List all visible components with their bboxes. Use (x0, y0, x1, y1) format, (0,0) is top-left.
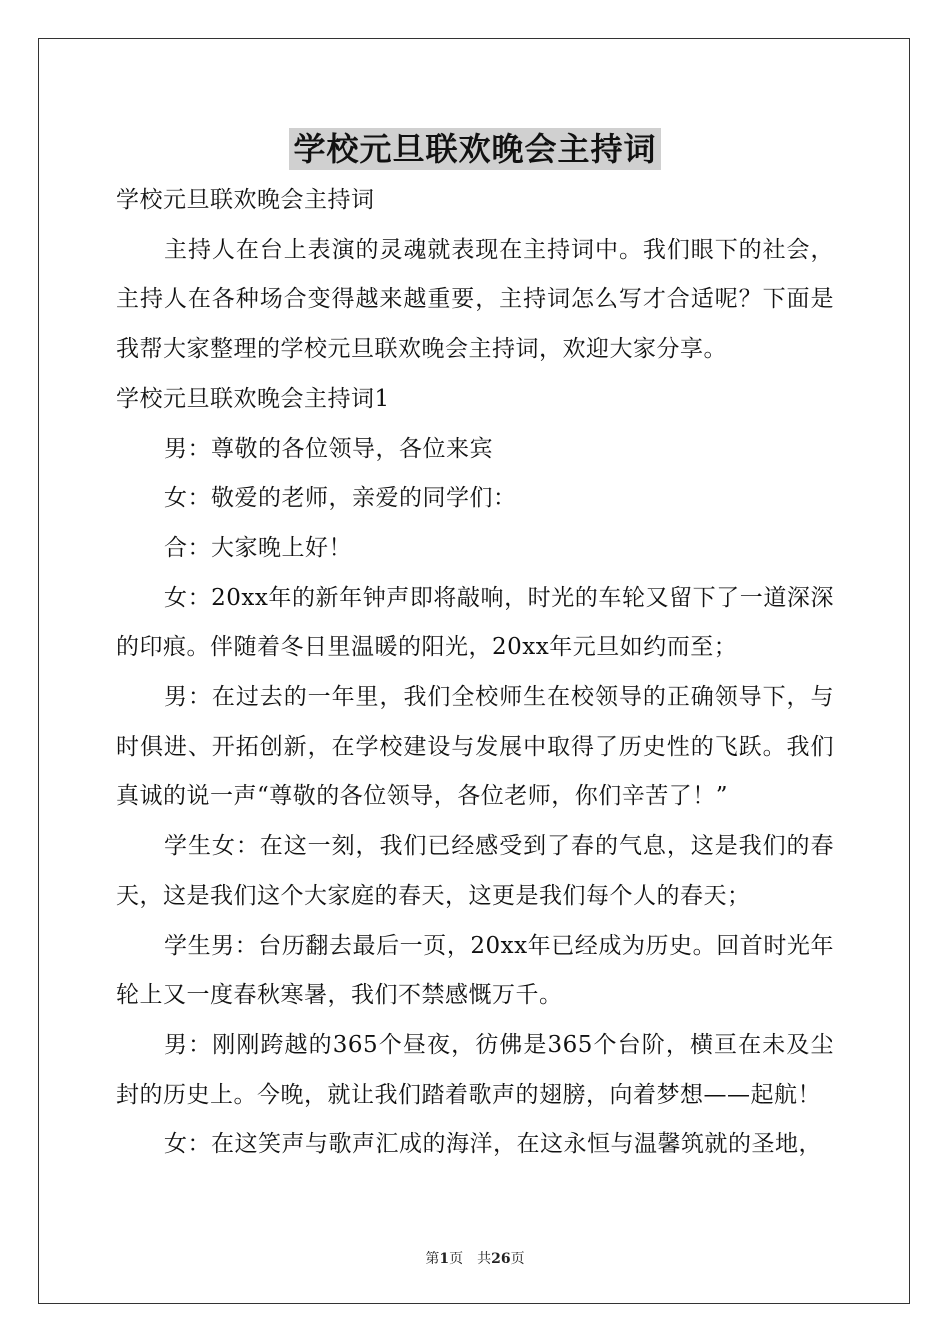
page-prefix: 第 (425, 1251, 440, 1267)
paragraph: 男：尊敬的各位领导，各位来宾 (164, 435, 493, 462)
paragraph: 男：刚刚跨越的365个昼夜，彷佛是365个台阶，横亘在未及尘封的历史上。今晚，就让我们踏着歌声的翅膀，向着梦想——起航！ (116, 1031, 834, 1108)
paragraph: 男：在过去的一年里，我们全校师生在校领导的正确领导下，与时俱进、开拓创新，在学校建设与发展中取得了历史性的飞跃。我们真诚的说一声“尊敬的各位领导，各位老师，你们辛苦了！” (116, 684, 834, 810)
document-title: 学校元旦联欢晚会主持词 (289, 128, 660, 170)
page-footer (0, 1248, 950, 1268)
page-suffix: 页 (449, 1251, 464, 1267)
paragraph: 学校元旦联欢晚会主持词 (116, 187, 375, 213)
paragraph: 女：在这笑声与歌声汇成的海洋，在这永恒与温馨筑就的圣地， (164, 1131, 822, 1158)
paragraph: 合：大家晚上好！ (164, 534, 352, 561)
page-number: 1 (439, 1251, 450, 1267)
total-pages: 26 (491, 1251, 511, 1267)
paragraph: 女：敬爱的老师，亲爱的同学们： (164, 485, 517, 512)
paragraph: 学生男：台历翻去最后一页，20xx年已经成为历史。回首时光年轮上又一度春秋寒暑，我们不禁感慨万千。 (116, 932, 834, 1009)
paragraph: 女：20xx年的新年钟声即将敲响，时光的车轮又留下了一道深深的印痕。伴随着冬日里温暖的阳光，20xx年元旦如约而至； (116, 584, 834, 661)
title-area (0, 128, 950, 170)
paragraph: 学校元旦联欢晚会主持词1 (116, 385, 390, 412)
document-body (116, 176, 834, 1170)
paragraph: 学生女：在这一刻，我们已经感受到了春的气息，这是我们的春天，这是我们这个大家庭的春天，这更是我们每个人的春天； (116, 833, 834, 909)
total-prefix: 共 (477, 1251, 492, 1267)
paragraph: 主持人在台上表演的灵魂就表现在主持词中。我们眼下的社会，主持人在各种场合变得越来越重要，主持词怎么写才合适呢？下面是我帮大家整理的学校元旦联欢晚会主持词，欢迎大家分享。 (116, 236, 834, 363)
total-suffix: 页 (510, 1251, 525, 1267)
